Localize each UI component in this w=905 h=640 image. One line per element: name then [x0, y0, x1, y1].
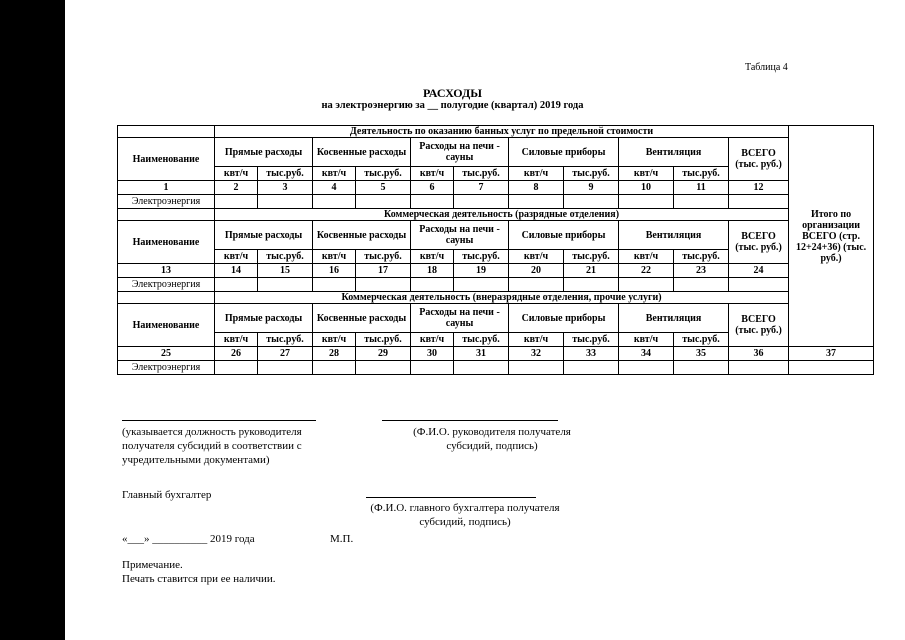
data-cell [411, 361, 454, 375]
column-number: 2 [215, 181, 258, 195]
grand-total-value [789, 361, 874, 375]
note-text: Печать ставится при ее наличии. [122, 573, 276, 585]
accountant-signature-line [366, 497, 536, 498]
data-cell [258, 361, 313, 375]
data-cell [356, 278, 411, 292]
group-blank-cell [118, 292, 215, 304]
data-cell [619, 195, 674, 209]
column-number: 29 [356, 347, 411, 361]
cost-column-header: Прямые расходы [215, 304, 313, 333]
data-cell [564, 195, 619, 209]
cost-column-header: Косвенные расходы [313, 138, 411, 167]
column-number: 34 [619, 347, 674, 361]
data-cell [729, 195, 789, 209]
unit-kwh-header: квт/ч [619, 250, 674, 264]
stamp-label: М.П. [330, 533, 354, 545]
column-number: 35 [674, 347, 729, 361]
group-header: Коммерческая деятельность (разрядные отделения) [215, 209, 789, 221]
unit-kwh-header: квт/ч [215, 333, 258, 347]
column-number: 17 [356, 264, 411, 278]
head-signature-line [382, 420, 558, 421]
unit-rub-header: тыс.руб. [564, 167, 619, 181]
column-number: 11 [674, 181, 729, 195]
column-number: 8 [509, 181, 564, 195]
name-column-header: Наименование [118, 138, 215, 181]
column-number: 31 [454, 347, 509, 361]
note-title: Примечание. [122, 559, 183, 571]
unit-rub-header: тыс.руб. [356, 167, 411, 181]
column-number: 27 [258, 347, 313, 361]
column-number: 20 [509, 264, 564, 278]
data-cell [313, 361, 356, 375]
cost-column-header: Косвенные расходы [313, 304, 411, 333]
data-cell [564, 278, 619, 292]
unit-rub-header: тыс.руб. [454, 250, 509, 264]
column-number: 7 [454, 181, 509, 195]
table-body [118, 126, 874, 375]
name-column-header: Наименование [118, 304, 215, 347]
unit-kwh-header: квт/ч [313, 167, 356, 181]
column-number: 6 [411, 181, 454, 195]
cost-column-header: Расходы на печи - сауны [411, 221, 509, 250]
column-number: 18 [411, 264, 454, 278]
data-cell [619, 278, 674, 292]
column-number: 36 [729, 347, 789, 361]
head-note: (Ф.И.О. руководителя получателя субсидий, подпись) [413, 426, 571, 452]
column-number: 21 [564, 264, 619, 278]
column-number: 12 [729, 181, 789, 195]
column-number: 1 [118, 181, 215, 195]
cost-column-header: Вентиляция [619, 138, 729, 167]
total-column-header: ВСЕГО (тыс. руб.) [729, 138, 789, 181]
data-cell [411, 278, 454, 292]
column-number: 9 [564, 181, 619, 195]
table-label: Таблица 4 [745, 62, 788, 73]
column-number: 16 [313, 264, 356, 278]
group-header: Коммерческая деятельность (внеразрядные отделения, прочие услуги) [215, 292, 789, 304]
data-cell [356, 361, 411, 375]
unit-rub-header: тыс.руб. [564, 250, 619, 264]
column-number: 13 [118, 264, 215, 278]
column-number: 24 [729, 264, 789, 278]
row-label-electricity: Электроэнергия [118, 278, 215, 292]
row-label-electricity: Электроэнергия [118, 195, 215, 209]
column-number: 10 [619, 181, 674, 195]
data-cell [215, 361, 258, 375]
data-cell [258, 195, 313, 209]
unit-kwh-header: квт/ч [411, 333, 454, 347]
unit-rub-header: тыс.руб. [674, 333, 729, 347]
column-number: 22 [619, 264, 674, 278]
unit-rub-header: тыс.руб. [356, 250, 411, 264]
unit-kwh-header: квт/ч [411, 250, 454, 264]
grand-total-number: 37 [789, 347, 874, 361]
unit-rub-header: тыс.руб. [258, 250, 313, 264]
data-cell [258, 278, 313, 292]
unit-kwh-header: квт/ч [509, 250, 564, 264]
data-cell [674, 278, 729, 292]
data-cell [674, 195, 729, 209]
cost-column-header: Прямые расходы [215, 138, 313, 167]
group-blank-cell [118, 126, 215, 138]
unit-kwh-header: квт/ч [215, 167, 258, 181]
total-column-header: ВСЕГО (тыс. руб.) [729, 221, 789, 264]
unit-rub-header: тыс.руб. [258, 167, 313, 181]
column-number: 28 [313, 347, 356, 361]
cost-column-header: Вентиляция [619, 304, 729, 333]
unit-rub-header: тыс.руб. [674, 250, 729, 264]
data-cell [454, 195, 509, 209]
cost-column-header: Вентиляция [619, 221, 729, 250]
unit-kwh-header: квт/ч [411, 167, 454, 181]
unit-rub-header: тыс.руб. [356, 333, 411, 347]
data-cell [215, 195, 258, 209]
data-cell [411, 195, 454, 209]
data-cell [356, 195, 411, 209]
unit-rub-header: тыс.руб. [564, 333, 619, 347]
row-label-electricity: Электроэнергия [118, 361, 215, 375]
data-cell [313, 195, 356, 209]
data-cell [509, 278, 564, 292]
cost-column-header: Прямые расходы [215, 221, 313, 250]
name-column-header: Наименование [118, 221, 215, 264]
cost-column-header: Силовые приборы [509, 138, 619, 167]
total-column-header: ВСЕГО (тыс. руб.) [729, 304, 789, 347]
unit-kwh-header: квт/ч [619, 167, 674, 181]
unit-kwh-header: квт/ч [215, 250, 258, 264]
data-cell [564, 361, 619, 375]
data-cell [729, 361, 789, 375]
data-cell [454, 278, 509, 292]
data-cell [454, 361, 509, 375]
column-number: 5 [356, 181, 411, 195]
unit-rub-header: тыс.руб. [674, 167, 729, 181]
column-number: 19 [454, 264, 509, 278]
column-number: 3 [258, 181, 313, 195]
column-number: 4 [313, 181, 356, 195]
unit-rub-header: тыс.руб. [454, 167, 509, 181]
cost-column-header: Силовые приборы [509, 304, 619, 333]
column-number: 33 [564, 347, 619, 361]
unit-rub-header: тыс.руб. [258, 333, 313, 347]
expenses-table [117, 125, 874, 375]
date-line: «___» __________ 2019 года [122, 533, 255, 545]
data-cell [674, 361, 729, 375]
document-title: РАСХОДЫ [422, 86, 483, 100]
column-number: 26 [215, 347, 258, 361]
unit-kwh-header: квт/ч [509, 333, 564, 347]
data-cell [509, 195, 564, 209]
column-number: 30 [411, 347, 454, 361]
accountant-note: (Ф.И.О. главного бухгалтера получателя субсидий, подпись) [370, 502, 560, 528]
cost-column-header: Косвенные расходы [313, 221, 411, 250]
unit-kwh-header: квт/ч [313, 250, 356, 264]
grand-total-label: Итого по организации ВСЕГО (стр. 12+24+36) (тыс. руб.) [789, 126, 874, 347]
cost-column-header: Расходы на печи - сауны [411, 304, 509, 333]
unit-kwh-header: квт/ч [313, 333, 356, 347]
column-number: 15 [258, 264, 313, 278]
column-number: 14 [215, 264, 258, 278]
chief-accountant-label: Главный бухгалтер [122, 489, 212, 501]
position-signature-line [122, 420, 316, 421]
cost-column-header: Расходы на печи - сауны [411, 138, 509, 167]
unit-kwh-header: квт/ч [509, 167, 564, 181]
position-note: (указывается должность руководителя получателя субсидий в соответствии с учредительными документами) [122, 426, 302, 466]
data-cell [509, 361, 564, 375]
document-subtitle: на электроэнергию за __ полугодие (квартал) 2019 года [321, 100, 584, 111]
data-cell [313, 278, 356, 292]
column-number: 32 [509, 347, 564, 361]
group-blank-cell [118, 209, 215, 221]
column-number: 23 [674, 264, 729, 278]
column-number: 25 [118, 347, 215, 361]
data-cell [619, 361, 674, 375]
data-cell [215, 278, 258, 292]
cost-column-header: Силовые приборы [509, 221, 619, 250]
unit-rub-header: тыс.руб. [454, 333, 509, 347]
data-cell [729, 278, 789, 292]
unit-kwh-header: квт/ч [619, 333, 674, 347]
group-header: Деятельность по оказанию банных услуг по предельной стоимости [215, 126, 789, 138]
